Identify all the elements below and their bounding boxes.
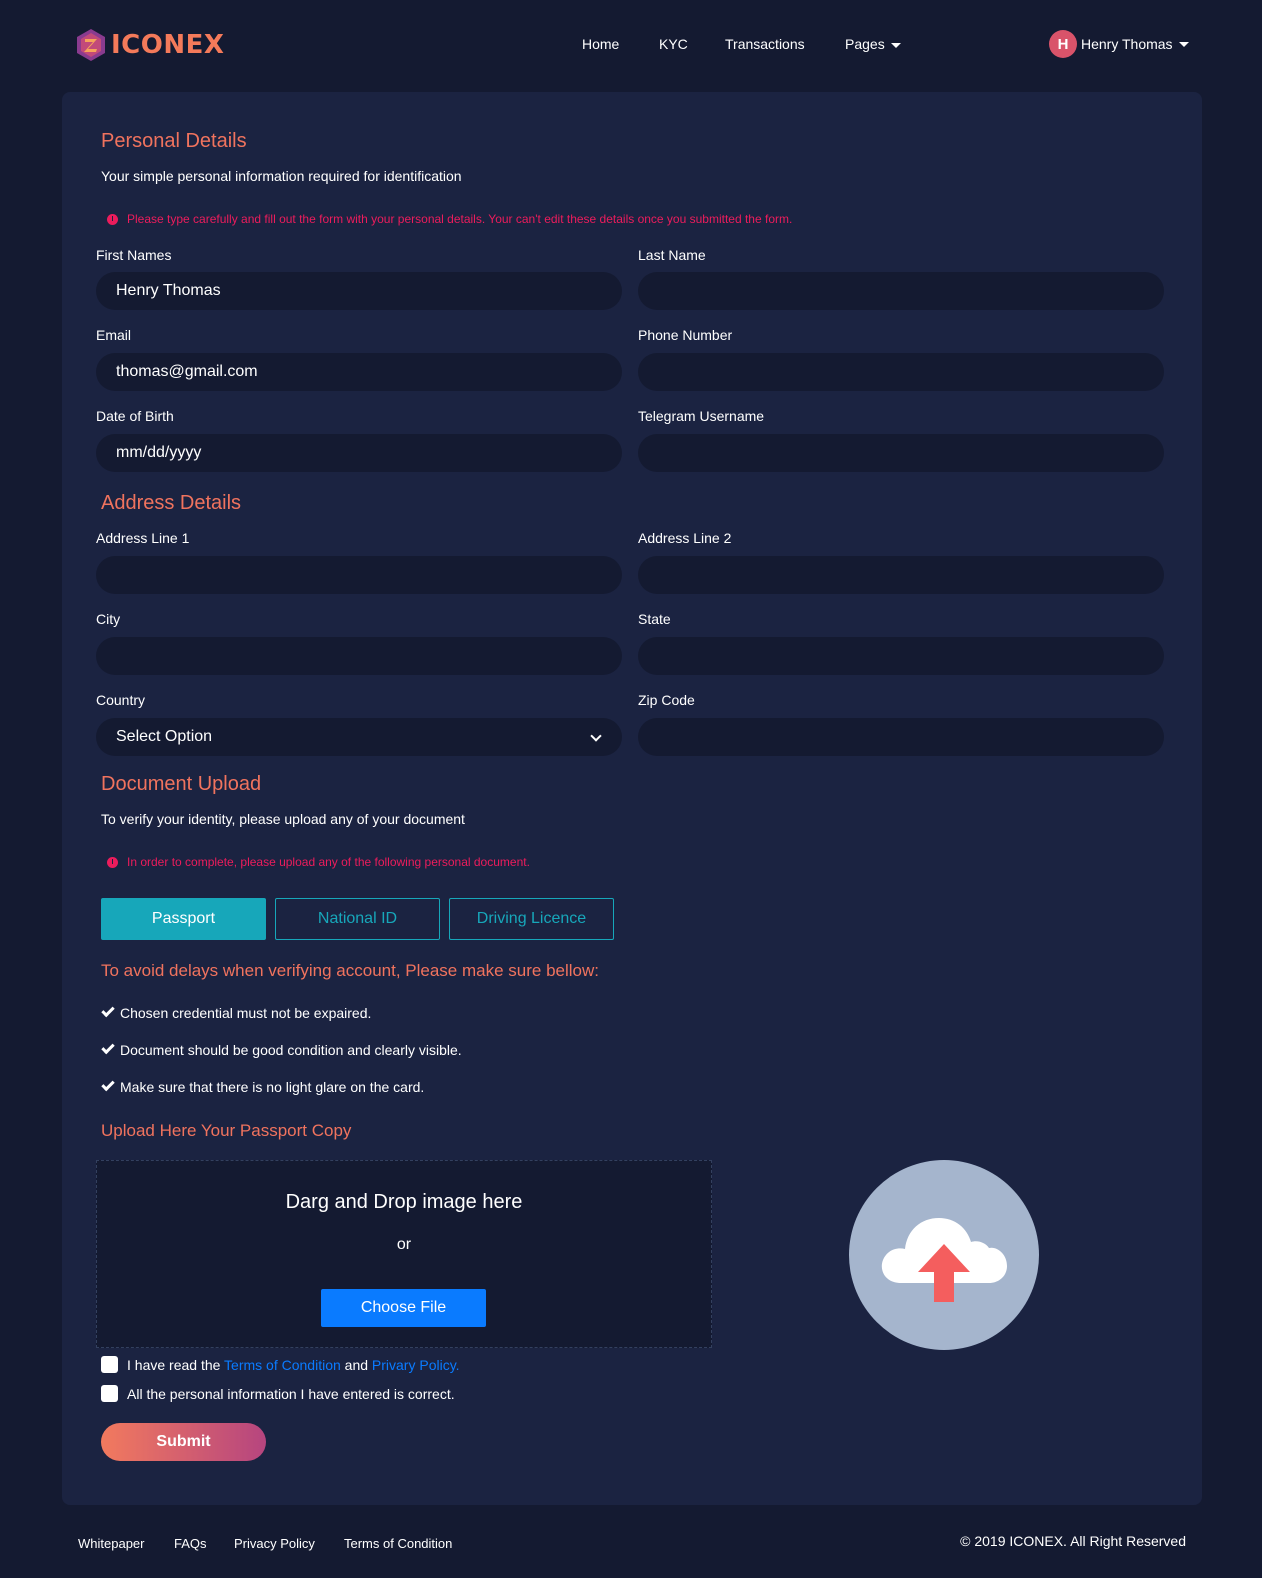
terms-checkbox[interactable] [101, 1356, 118, 1373]
first-name-label: First Names [96, 247, 172, 263]
nav-transactions[interactable]: Transactions [725, 36, 805, 52]
nav-pages[interactable] [845, 36, 901, 52]
zip-input[interactable] [638, 718, 1164, 756]
first-name-input[interactable]: Henry Thomas [96, 272, 622, 310]
phone-input[interactable] [638, 353, 1164, 391]
avatar: H [1049, 30, 1077, 58]
footer-terms[interactable]: Terms of Condition [344, 1536, 453, 1551]
address-line2-label: Address Line 2 [638, 530, 732, 546]
logo-icon [76, 28, 106, 62]
dob-label: Date of Birth [96, 408, 174, 424]
alert-icon [107, 857, 118, 868]
doc-type-national-id[interactable]: National ID [275, 898, 440, 940]
email-label: Email [96, 327, 132, 343]
chevron-down-icon [590, 730, 601, 741]
checklist-text: Chosen credential must not be expaired. [120, 1005, 372, 1021]
dob-input[interactable]: mm/dd/yyyy [96, 434, 622, 472]
confirm-text: All the personal information I have entered is correct. [127, 1386, 455, 1402]
doc-type-passport[interactable]: Passport [101, 898, 266, 940]
chevron-down-icon [1179, 42, 1189, 47]
country-select[interactable] [96, 718, 622, 756]
checklist-item [102, 1005, 371, 1021]
country-label: Country [96, 692, 146, 708]
dropzone-text: Darg and Drop image here [285, 1191, 523, 1213]
document-upload-title: Document Upload [101, 773, 262, 795]
chevron-down-icon [891, 43, 901, 48]
footer-faqs[interactable]: FAQs [174, 1536, 207, 1551]
document-upload-subtitle: To verify your identity, please upload any of your document [101, 811, 465, 827]
doc-type-driving-licence[interactable]: Driving Licence [449, 898, 614, 940]
city-label: City [96, 611, 121, 627]
check-icon [101, 1004, 114, 1017]
brand-name: ICONEX [111, 30, 225, 60]
alert-icon [107, 214, 118, 225]
checklist-text: Document should be good condition and clearly visible. [120, 1042, 462, 1058]
telegram-input[interactable] [638, 434, 1164, 472]
checklist-text: Make sure that there is no light glare on the card. [120, 1079, 425, 1095]
brand-logo[interactable] [76, 28, 224, 62]
check-icon [101, 1041, 114, 1054]
terms-prefix: I have read the [127, 1357, 221, 1373]
checklist-item [102, 1042, 462, 1058]
upload-dropzone[interactable] [96, 1160, 712, 1348]
privacy-link[interactable]: Privary Policy. [371, 1357, 460, 1373]
terms-link[interactable]: Terms of Condition [224, 1357, 341, 1373]
state-input[interactable] [638, 637, 1164, 675]
check-icon [101, 1078, 114, 1091]
country-select-value: Select Option [116, 728, 213, 745]
telegram-label: Telegram Username [638, 408, 765, 424]
choose-file-button[interactable]: Choose File [321, 1289, 486, 1327]
email-input[interactable]: thomas@gmail.com [96, 353, 622, 391]
nav-kyc[interactable]: KYC [659, 36, 688, 52]
state-label: State [638, 611, 671, 627]
terms-and: and [344, 1357, 369, 1373]
checklist-item [102, 1079, 424, 1095]
document-alert-text: In order to complete, please upload any of the following personal document. [127, 855, 530, 869]
document-alert [107, 855, 530, 869]
footer-whitepaper[interactable]: Whitepaper [78, 1536, 145, 1551]
personal-details-subtitle: Your simple personal information required for identification [101, 168, 462, 184]
site-header [0, 0, 1262, 88]
address-details-title: Address Details [101, 492, 242, 514]
terms-agreement [127, 1357, 460, 1373]
last-name-input[interactable] [638, 272, 1164, 310]
nav-pages-label: Pages [845, 36, 885, 52]
city-input[interactable] [96, 637, 622, 675]
cloud-upload-icon [849, 1160, 1039, 1350]
address-line1-input[interactable] [96, 556, 622, 594]
kyc-form-card [62, 92, 1202, 1505]
submit-button[interactable]: Submit [101, 1423, 266, 1461]
verification-warning-title: To avoid delays when verifying account, Please make sure bellow: [101, 961, 599, 980]
user-menu[interactable] [1049, 30, 1189, 58]
personal-alert [107, 212, 792, 226]
upload-illustration [849, 1160, 1039, 1350]
address-line1-label: Address Line 1 [96, 530, 190, 546]
confirm-checkbox[interactable] [101, 1385, 118, 1402]
upload-title: Upload Here Your Passport Copy [101, 1121, 352, 1140]
footer-privacy-policy[interactable]: Privacy Policy [234, 1536, 315, 1551]
phone-label: Phone Number [638, 327, 733, 343]
user-name: Henry Thomas [1081, 36, 1173, 52]
dropzone-or: or [396, 1236, 412, 1253]
personal-details-title: Personal Details [101, 130, 247, 152]
nav-home[interactable]: Home [582, 36, 620, 52]
last-name-label: Last Name [638, 247, 706, 263]
address-line2-input[interactable] [638, 556, 1164, 594]
personal-alert-text: Please type carefully and fill out the form with your personal details. Your can't edit these details once you submitted the form. [127, 212, 793, 226]
zip-label: Zip Code [638, 692, 695, 708]
copyright: © 2019 ICONEX. All Right Reserved [960, 1533, 1186, 1549]
